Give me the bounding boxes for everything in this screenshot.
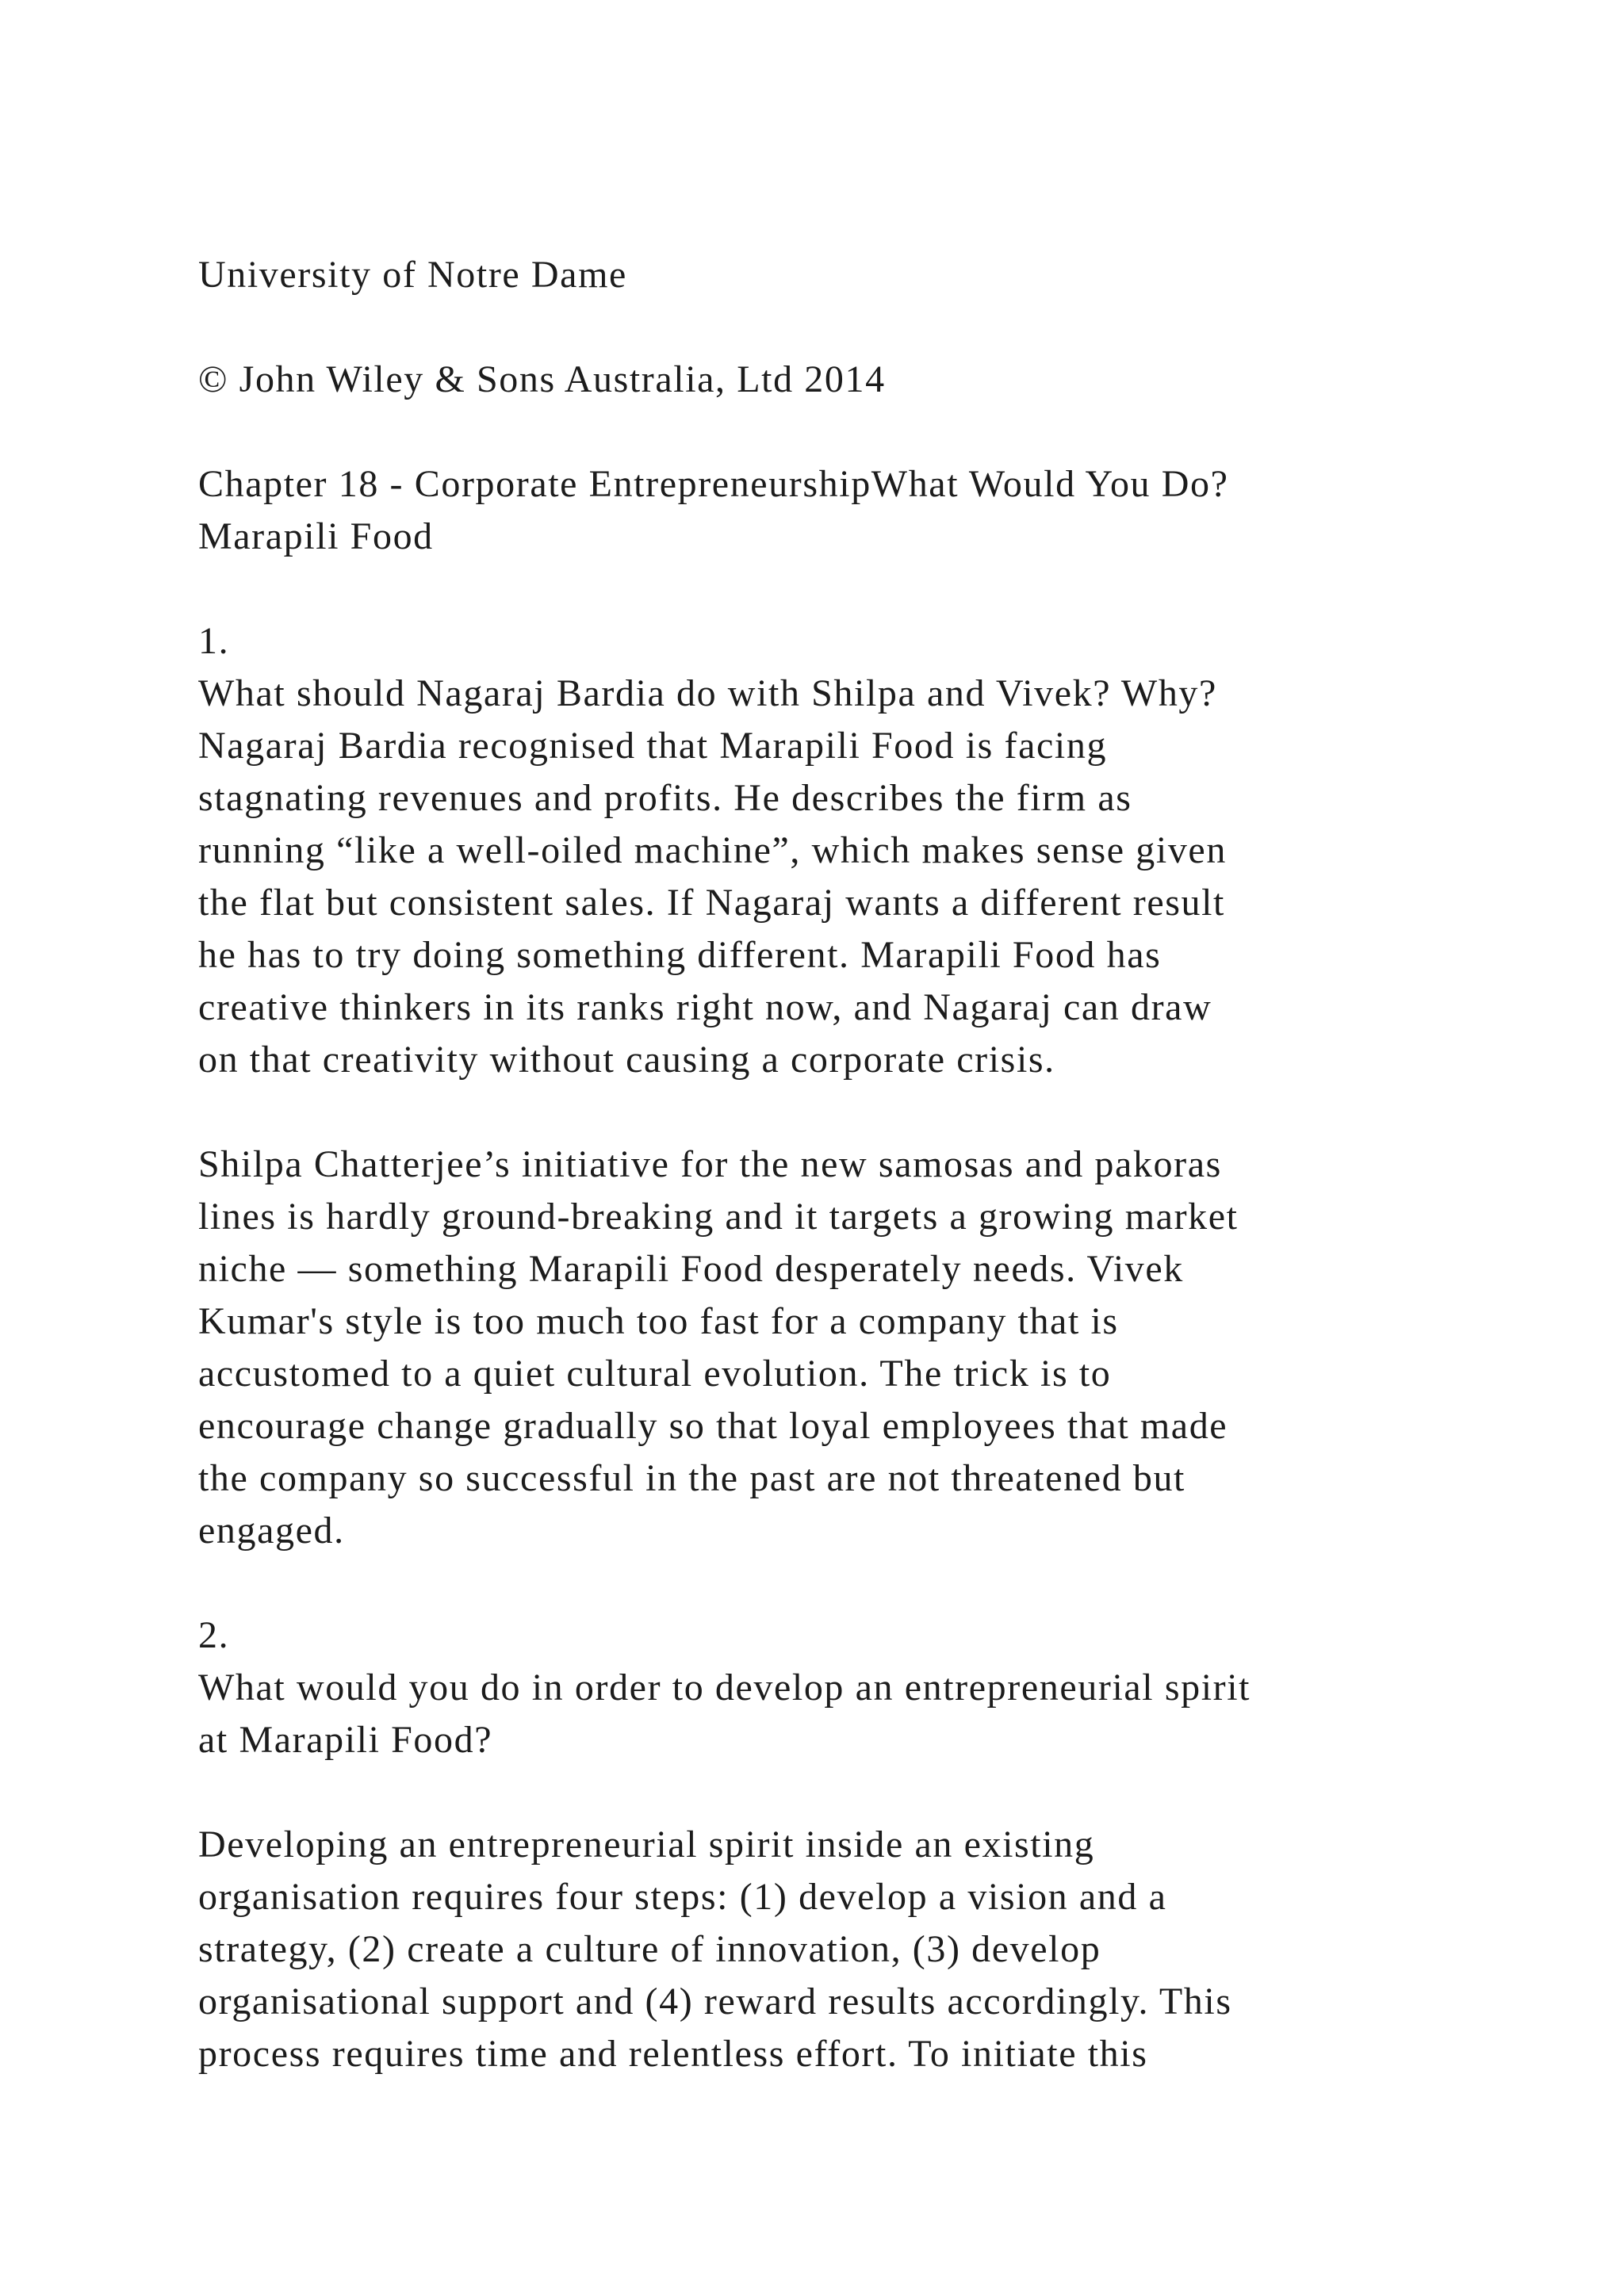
question-2-answer	[198, 1819, 1435, 2080]
question-1-paragraph-2	[198, 1138, 1435, 1557]
chapter-heading	[198, 458, 1435, 563]
text-line: strategy, (2) create a culture of innovation, (3) develop	[198, 1928, 1101, 1970]
text-line: Kumar's style is too much too fast for a company that is	[198, 1300, 1119, 1342]
institution-name: University of Notre Dame	[198, 254, 627, 296]
text-line: Shilpa Chatterjee’s initiative for the new samosas and pakoras	[198, 1143, 1222, 1185]
question-2-number: 2.	[198, 1614, 230, 1656]
text-line: What would you do in order to develop an entrepreneurial spirit	[198, 1667, 1251, 1709]
text-line: running “like a well-oiled machine”, which makes sense given	[198, 829, 1227, 871]
question-1-block	[198, 615, 1435, 1086]
text-line: the company so successful in the past are not threatened but	[198, 1457, 1185, 1499]
text-line: creative thinkers in its ranks right now, and Nagaraj can draw	[198, 986, 1212, 1028]
text-line: encourage change gradually so that loyal employees that made	[198, 1405, 1228, 1447]
heading-line: Chapter 18 - Corporate EntrepreneurshipWhat Would You Do?	[198, 463, 1229, 505]
text-line: process requires time and relentless effort. To initiate this	[198, 2033, 1148, 2075]
text-line: engaged.	[198, 1510, 345, 1552]
question-1-number: 1.	[198, 620, 230, 662]
text-line: organisational support and (4) reward results accordingly. This	[198, 1980, 1232, 2022]
text-line: on that creativity without causing a corporate crisis.	[198, 1039, 1055, 1081]
text-line: niche — something Marapili Food desperately needs. Vivek	[198, 1248, 1184, 1290]
text-line: organisation requires four steps: (1) develop a vision and a	[198, 1876, 1167, 1918]
text-line: What should Nagaraj Bardia do with Shilpa and Vivek? Why?	[198, 672, 1217, 714]
text-line: stagnating revenues and profits. He describes the firm as	[198, 777, 1132, 819]
text-line: Developing an entrepreneurial spirit inside an existing	[198, 1823, 1095, 1866]
copyright-notice: © John Wiley & Sons Australia, Ltd 2014	[198, 358, 886, 400]
text-line: at Marapili Food?	[198, 1719, 493, 1761]
document-body	[198, 249, 1435, 2080]
text-line: the flat but consistent sales. If Nagaraj wants a different result	[198, 882, 1225, 924]
text-line: lines is hardly ground-breaking and it targets a growing market	[198, 1196, 1239, 1238]
text-line: accustomed to a quiet cultural evolution. The trick is to	[198, 1353, 1112, 1395]
heading-line: Marapili Food	[198, 515, 434, 557]
text-line: Nagaraj Bardia recognised that Marapili Food is facing	[198, 725, 1108, 767]
question-2-block	[198, 1609, 1435, 1766]
text-line: he has to try doing something different. Marapili Food has	[198, 934, 1162, 976]
